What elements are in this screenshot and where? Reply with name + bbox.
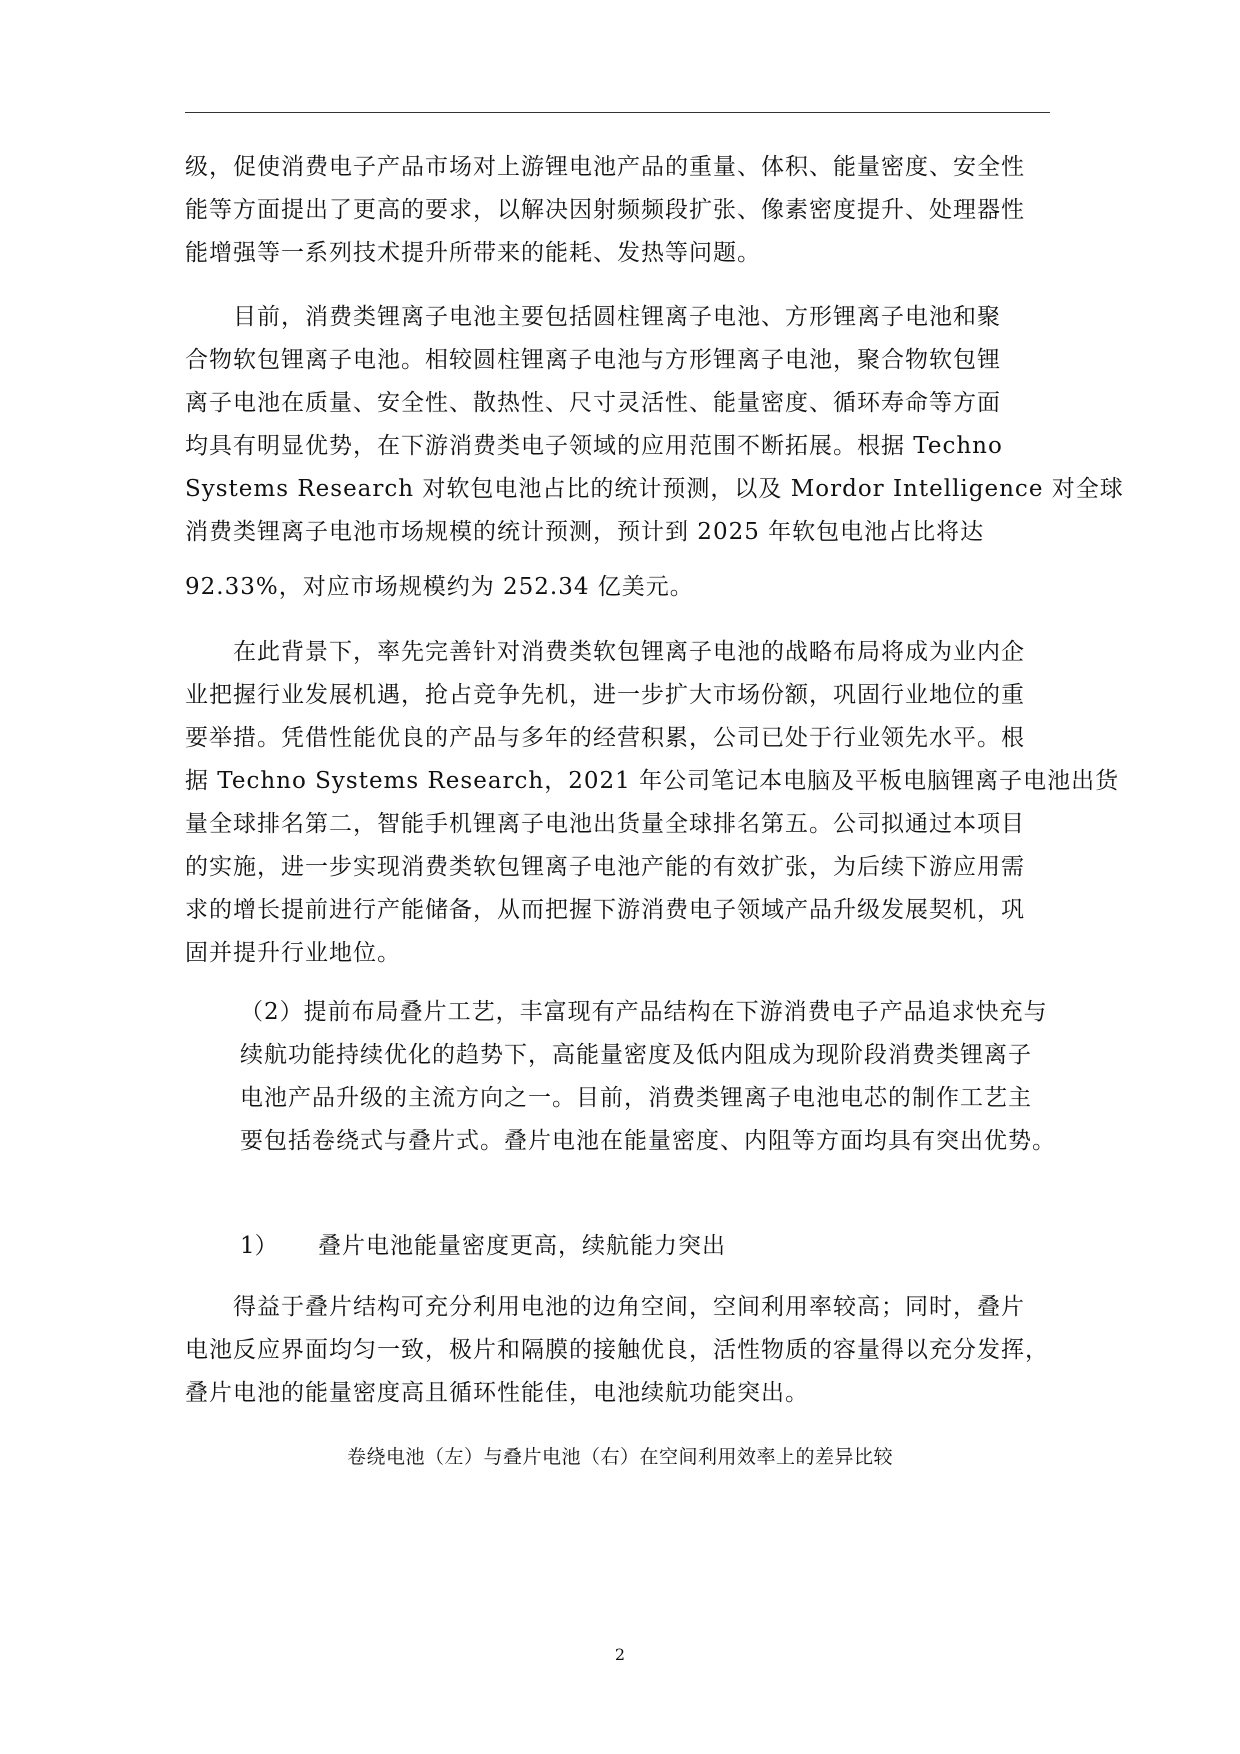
- text-line: 叠片电池的能量密度高且循环性能佳，电池续航功能突出。: [185, 1380, 809, 1406]
- text-line: 能等方面提出了更高的要求，以解决因射频频段扩张、像素密度提升、处理器性: [185, 197, 1025, 223]
- text-line: 要举措。凭借性能优良的产品与多年的经营积累，公司已处于行业领先水平。根: [185, 725, 1025, 751]
- page-number: 2: [614, 1645, 626, 1664]
- text-line: 求的增长提前进行产能储备，从而把握下游消费电子领域产品升级发展契机，巩: [185, 897, 1025, 923]
- text-line: 级，促使消费电子产品市场对上游锂电池产品的重量、体积、能量密度、安全性: [185, 154, 1025, 180]
- list-text: 叠片电池能量密度更高，续航能力突出: [318, 1233, 726, 1259]
- text-line: 固并提升行业地位。: [185, 940, 401, 966]
- text-line: 业把握行业发展机遇，抢占竞争先机，进一步扩大市场份额，巩固行业地位的重: [185, 682, 1025, 708]
- text-line: （2）提前布局叠片工艺，丰富现有产品结构在下游消费电子产品追求快充与: [240, 999, 1048, 1025]
- text-line: 消费类锂离子电池市场规模的统计预测，预计到 2025 年软包电池占比将达: [185, 519, 985, 545]
- text-line: 92.33%，对应市场规模约为 252.34 亿美元。: [185, 574, 694, 600]
- text-line: 离子电池在质量、安全性、散热性、尺寸灵活性、能量密度、循环寿命等方面: [185, 390, 1001, 416]
- text-line: 能增强等一系列技术提升所带来的能耗、发热等问题。: [185, 240, 761, 266]
- figure-caption: 卷绕电池（左）与叠片电池（右）在空间利用效率上的差异比较: [346, 1446, 893, 1468]
- text-line: 电池产品升级的主流方向之一。目前，消费类锂离子电池电芯的制作工艺主: [240, 1085, 1032, 1111]
- text-line: 的实施，进一步实现消费类软包锂离子电池产能的有效扩张，为后续下游应用需: [185, 854, 1025, 880]
- header-rule: [185, 112, 1050, 113]
- text-line: 电池反应界面均匀一致，极片和隔膜的接触优良，活性物质的容量得以充分发挥，: [185, 1337, 1049, 1363]
- text-line: 据 Techno Systems Research，2021 年公司笔记本电脑及平板电脑锂离子电池出货: [185, 768, 1120, 794]
- text-line: 得益于叠片结构可充分利用电池的边角空间，空间利用率较高；同时，叠片: [233, 1294, 1025, 1320]
- text-line: 要包括卷绕式与叠片式。叠片电池在能量密度、内阻等方面均具有突出优势。: [240, 1128, 1056, 1154]
- text-line: 合物软包锂离子电池。相较圆柱锂离子电池与方形锂离子电池，聚合物软包锂: [185, 347, 1001, 373]
- text-line: 在此背景下，率先完善针对消费类软包锂离子电池的战略布局将成为业内企: [233, 639, 1025, 665]
- text-line: 均具有明显优势，在下游消费类电子领域的应用范围不断拓展。根据 Techno: [185, 433, 1003, 459]
- text-line: 量全球排名第二，智能手机锂离子电池出货量全球排名第五。公司拟通过本项目: [185, 811, 1025, 837]
- text-line: 目前，消费类锂离子电池主要包括圆柱锂离子电池、方形锂离子电池和聚: [233, 304, 1001, 330]
- text-line: 续航功能持续优化的趋势下，高能量密度及低内阻成为现阶段消费类锂离子: [240, 1042, 1032, 1068]
- text-line: Systems Research 对软包电池占比的统计预测，以及 Mordor Intelligence 对全球: [185, 476, 1124, 502]
- list-number: 1）: [240, 1233, 278, 1259]
